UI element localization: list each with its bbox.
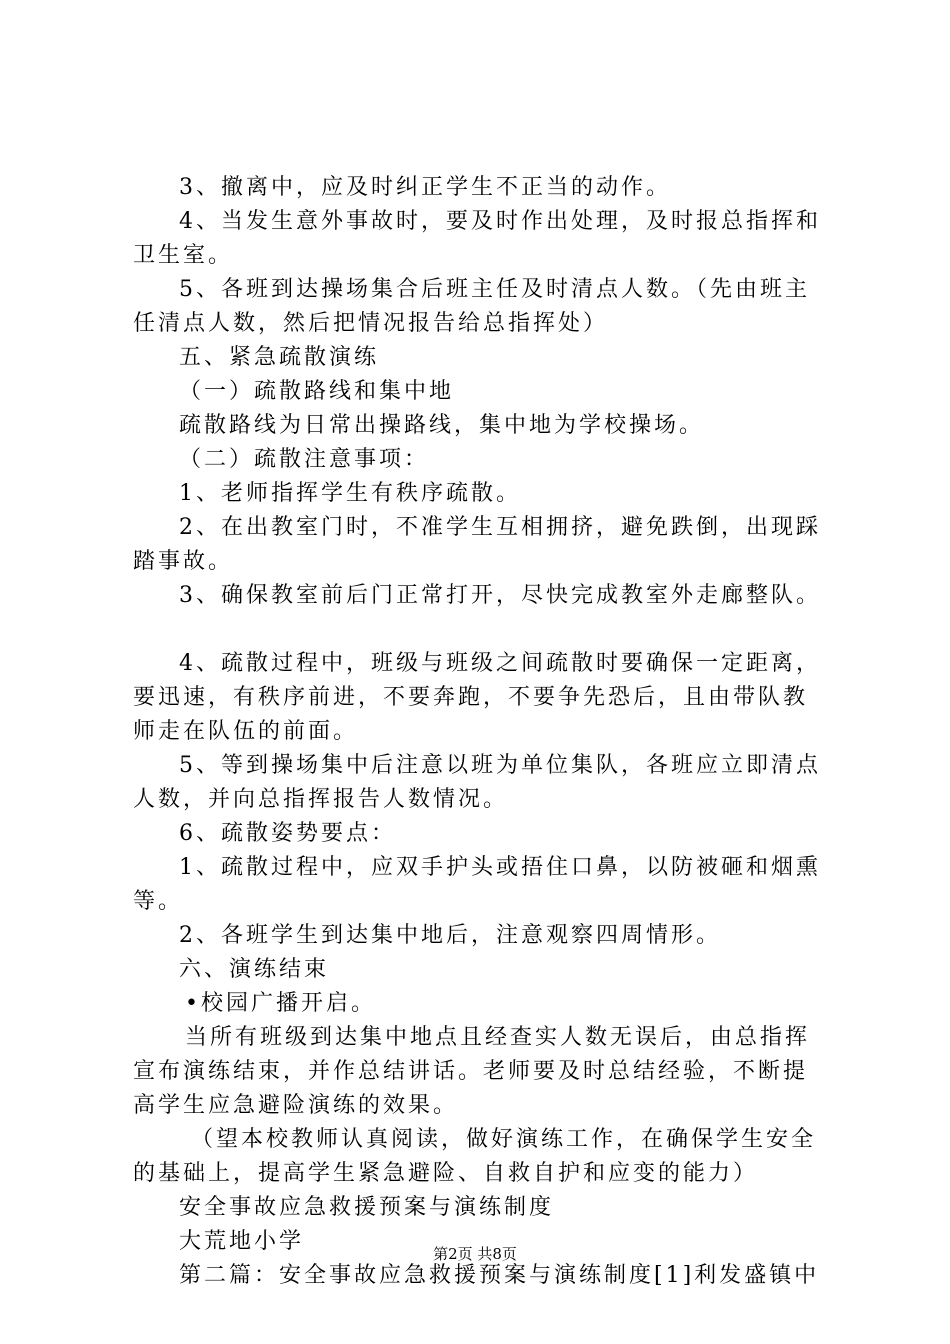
- paragraph-line: 1、疏散过程中，应双手护头或捂住口鼻，以防被砸和烟熏: [179, 855, 821, 880]
- document-title-line: 安全事故应急救援预案与演练制度: [179, 1195, 555, 1220]
- paragraph-line: 师走在队伍的前面。: [133, 719, 359, 744]
- paragraph-line: •校园广播开启。: [185, 991, 376, 1016]
- paragraph-line: 2、在出教室门时，不准学生互相拥挤，避免跌倒，出现踩: [179, 515, 821, 540]
- paragraph-line: 人数，并向总指挥报告人数情况。: [133, 787, 509, 812]
- paragraph-line: 疏散路线为日常出操路线，集中地为学校操场。: [179, 413, 705, 438]
- paragraph-line: 第二篇：安全事故应急救援预案与演练制度[1]利发盛镇中: [179, 1263, 820, 1288]
- paragraph-line: 任清点人数，然后把情况报告给总指挥处）: [133, 311, 609, 336]
- paragraph-line: 6、疏散姿势要点：: [179, 821, 396, 846]
- subsection-heading: （一）疏散路线和集中地: [179, 379, 455, 404]
- page-footer: 第2页 共8页: [433, 1245, 517, 1263]
- paragraph-line: 踏事故。: [133, 549, 234, 574]
- section-heading: 六、演练结束: [179, 957, 330, 982]
- paragraph-line: 4、当发生意外事故时，要及时作出处理，及时报总指挥和: [179, 209, 821, 234]
- paragraph-line: 要迅速，有秩序前进，不要奔跑，不要争先恐后，且由带队教: [133, 685, 809, 710]
- paragraph-line: 4、疏散过程中，班级与班级之间疏散时要确保一定距离，: [179, 651, 821, 676]
- section-heading: 五、紧急疏散演练: [179, 345, 380, 370]
- paragraph-line: 3、撤离中，应及时纠正学生不正当的动作。: [179, 175, 671, 200]
- paragraph-line: 2、各班学生到达集中地后，注意观察四周情形。: [179, 923, 721, 948]
- paragraph-line: 的基础上，提高学生紧急避险、自救自护和应变的能力）: [133, 1161, 759, 1186]
- paragraph-line: 高学生应急避险演练的效果。: [133, 1093, 459, 1118]
- paragraph-line: 3、确保教室前后门正常打开，尽快完成教室外走廊整队。: [179, 583, 821, 608]
- subsection-heading: （二）疏散注意事项：: [179, 447, 430, 472]
- paragraph-line: 等。: [133, 889, 184, 914]
- paragraph-line: 当所有班级到达集中地点且经查实人数无误后，由总指挥: [185, 1025, 811, 1050]
- paragraph-line: 5、等到操场集中后注意以班为单位集队，各班应立即清点: [179, 753, 821, 778]
- paragraph-line: 宣布演练结束，并作总结讲话。老师要及时总结经验，不断提: [133, 1059, 809, 1084]
- paragraph-line: 5、各班到达操场集合后班主任及时清点人数。（先由班主: [179, 277, 810, 302]
- school-name-line: 大荒地小学: [179, 1229, 305, 1254]
- paragraph-line: 1、老师指挥学生有秩序疏散。: [179, 481, 521, 506]
- paragraph-line: 卫生室。: [133, 243, 234, 268]
- paragraph-line: （望本校教师认真阅读，做好演练工作，在确保学生安全: [191, 1127, 817, 1152]
